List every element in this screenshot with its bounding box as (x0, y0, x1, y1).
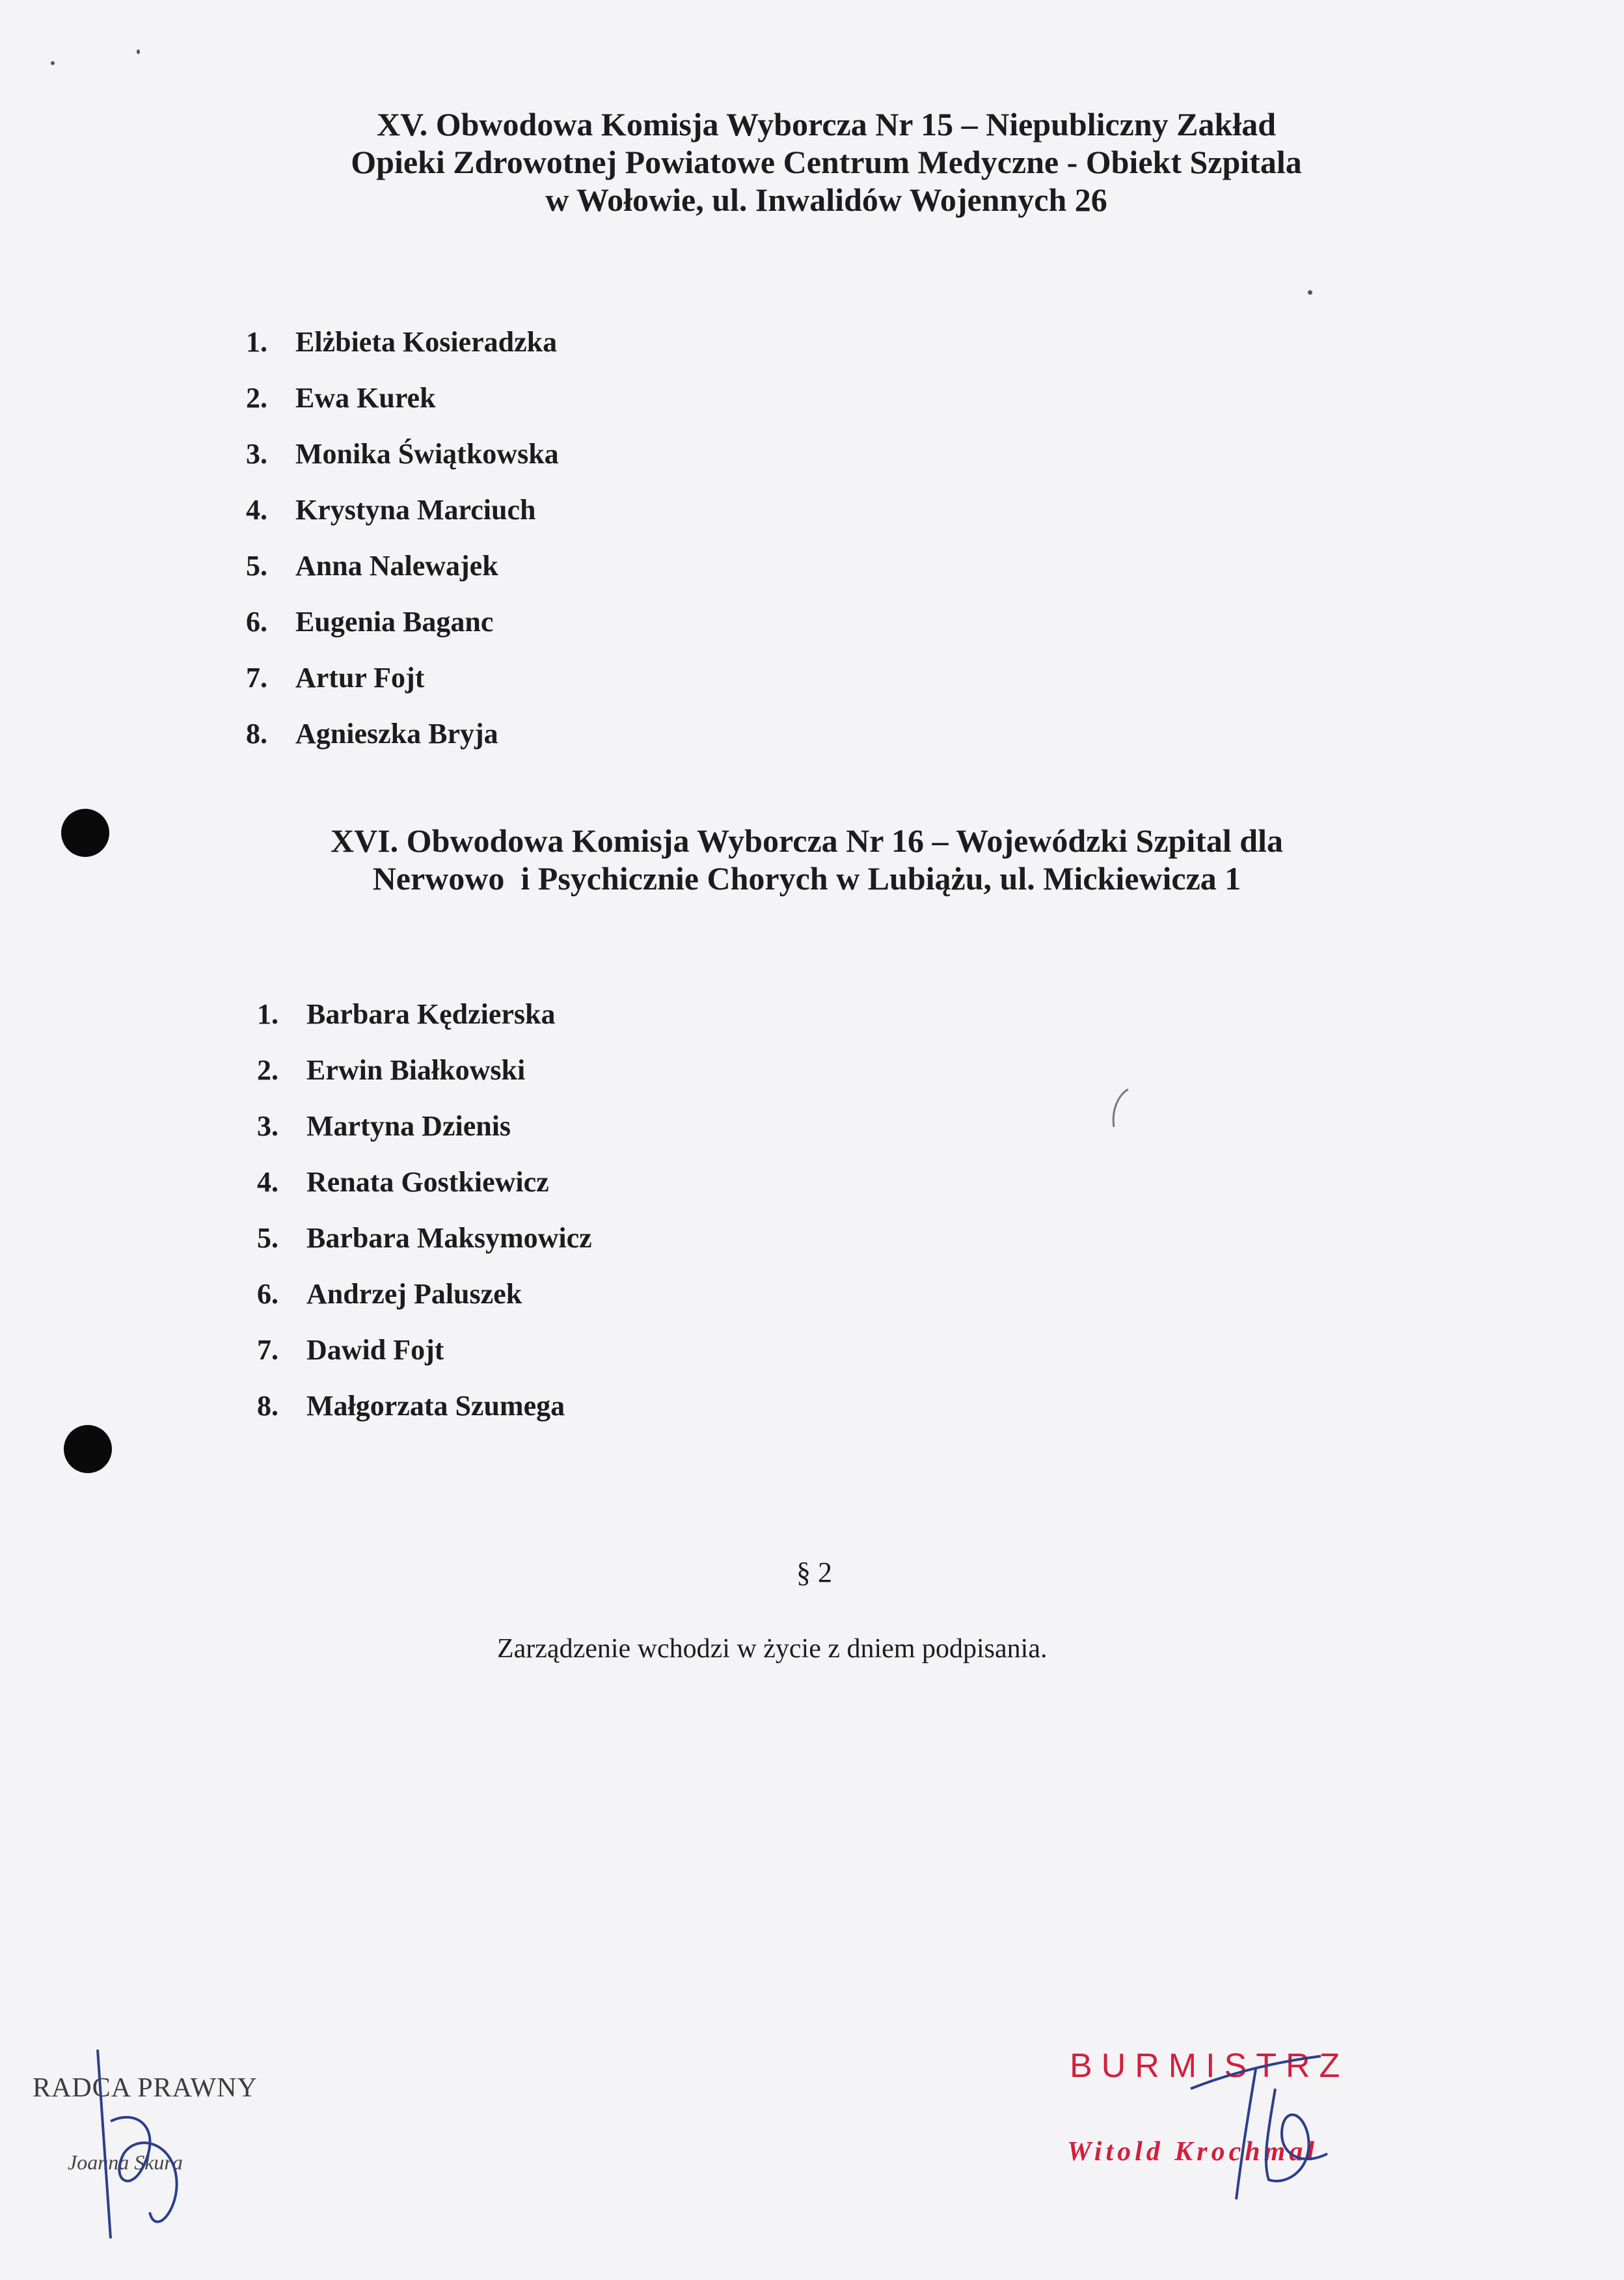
member-name: Eugenia Baganc (295, 606, 494, 638)
list-item (246, 323, 557, 362)
member-name: Elżbieta Kosieradzka (295, 326, 558, 358)
item-number: 4. (246, 494, 267, 526)
section-15-heading (234, 105, 1418, 219)
item-number: 8. (246, 718, 267, 750)
list-item (257, 1331, 444, 1370)
mayor-stamp (1041, 2046, 1457, 2190)
heading-line: XVI. Obwodowa Komisja Wyborcza Nr 16 – Wojewódzki Szpital dla (331, 822, 1283, 859)
heading-line: w Wołowie, ul. Inwalidów Wojennych 26 (545, 182, 1107, 218)
item-number: 4. (257, 1166, 278, 1198)
list-item (246, 491, 536, 530)
item-number: 3. (246, 438, 267, 470)
list-item (257, 995, 556, 1034)
heading-line: Opieki Zdrowotnej Powiatowe Centrum Medyczne - Obiekt Szpitala (351, 144, 1302, 180)
item-number: 3. (257, 1110, 278, 1142)
section-16-heading (215, 822, 1399, 897)
item-number: 8. (257, 1390, 278, 1422)
stamp-title: BURMISTRZ (1070, 2047, 1349, 2085)
member-name: Andrzej Paluszek (306, 1278, 522, 1310)
member-name: Erwin Białkowski (306, 1054, 526, 1086)
list-item (246, 547, 498, 586)
heading-line: XV. Obwodowa Komisja Wyborcza Nr 15 – Niepubliczny Zakład (376, 106, 1277, 142)
member-name: Agnieszka Bryja (295, 718, 498, 750)
item-number: 5. (246, 550, 267, 582)
punch-hole (61, 809, 109, 857)
item-number: 7. (257, 1334, 278, 1366)
item-number: 2. (257, 1054, 278, 1086)
list-item (246, 714, 498, 753)
scan-speck (1308, 290, 1312, 295)
item-number: 1. (246, 326, 267, 358)
pen-mark (1100, 1087, 1139, 1132)
list-item (246, 379, 436, 418)
paragraph-sign: § 2 (796, 1556, 832, 1588)
list-item (246, 435, 559, 474)
item-number: 2. (246, 382, 267, 414)
member-name: Ewa Kurek (295, 382, 436, 414)
member-name: Monika Świątkowska (295, 438, 559, 470)
list-item (257, 1051, 525, 1090)
item-number: 1. (257, 998, 278, 1030)
item-number: 6. (246, 606, 267, 638)
member-name: Małgorzata Szumega (306, 1390, 565, 1422)
member-name: Krystyna Marciuch (295, 494, 536, 526)
list-item (257, 1275, 522, 1314)
scan-speck (137, 49, 140, 54)
list-item (246, 603, 493, 642)
member-name: Barbara Maksymowicz (306, 1222, 592, 1254)
item-number: 6. (257, 1278, 278, 1310)
list-item (257, 1219, 592, 1258)
member-name: Anna Nalewajek (295, 550, 498, 582)
member-name: Artur Fojt (295, 662, 425, 694)
stamp-name: Joanna Skura (68, 2151, 183, 2174)
member-name: Barbara Kędzierska (306, 998, 556, 1030)
paragraph-text: Zarządzenie wchodzi w życie z dniem podpisania. (497, 1634, 1048, 1664)
heading-line: Nerwowo i Psychicznie Chorych w Lubiążu, ul. Mickiewicza 1 (372, 860, 1241, 897)
member-name: Martyna Dzienis (306, 1110, 511, 1142)
list-item (257, 1163, 549, 1202)
scan-speck (51, 61, 55, 65)
list-item (257, 1387, 565, 1426)
item-number: 7. (246, 662, 267, 694)
member-name: Dawid Fojt (306, 1334, 444, 1366)
punch-hole (64, 1425, 112, 1473)
legal-advisor-stamp (27, 2072, 340, 2216)
list-item (257, 1107, 511, 1146)
member-name: Renata Gostkiewicz (306, 1166, 549, 1198)
item-number: 5. (257, 1222, 278, 1254)
stamp-name: Witold Krochmal (1067, 2137, 1318, 2167)
stamp-title: RADCA PRAWNY (33, 2073, 258, 2103)
list-item (246, 658, 424, 698)
